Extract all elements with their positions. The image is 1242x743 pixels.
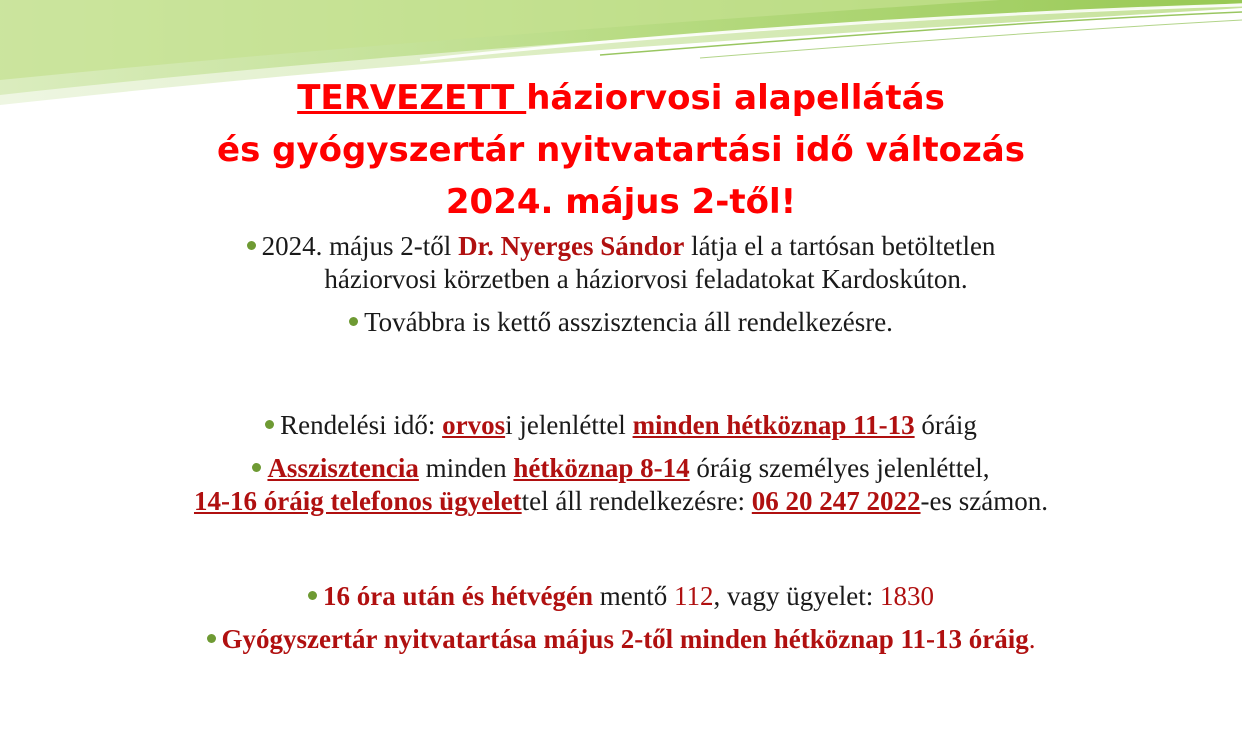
assistant-hours: hétköznap 8-14 [513,453,690,483]
paragraph-assistant-hours: Asszisztencia minden hétköznap 8-14 óráig személyes jelenléttel, 14-16 óráig telefonos ügyelettel áll rendelkezésre: 06 20 247 2022-es számon. [193,453,1049,516]
bullet-icon [247,241,256,250]
bullet-icon [252,463,261,472]
title-line-1: TERVEZETT háziorvosi alapellátás [297,78,945,118]
phone-number: 06 20 247 2022 [751,486,921,516]
doctor-name: Dr. Nyerges Sándor [458,231,685,261]
title-line-3: 2024. május 2-től! [445,182,797,222]
duty-number: 1830 [879,581,934,611]
doctor-hours: minden hétköznap 11-13 [632,410,915,440]
bullet-icon [308,591,317,600]
bullet-icon [207,634,216,643]
announcement-body [0,230,1242,656]
paragraph-doctor: 2024. május 2-től Dr. Nyerges Sándor látja el a tartósan betöltetlen háziorvosi körzetben a háziorvosi feladatokat Kardoskúton. [0,230,1242,296]
announcement-title [0,72,1242,228]
title-line-2: és gyógyszertár nyitvatartási idő változás [217,130,1025,170]
bullet-icon [349,317,358,326]
paragraph-assistance: Továbbra is kettő asszisztencia áll rendelkezésre. [0,306,1242,339]
title-planned-word: TERVEZETT [297,78,527,118]
paragraph-office-hours: Rendelési idő: orvosi jelenléttel minden hétköznap 11-13 óráig [0,409,1242,442]
ambulance-number: 112 [674,581,714,611]
paragraph-pharmacy: Gyógyszertár nyitvatartása május 2-től minden hétköznap 11-13 óráig. [0,623,1242,656]
paragraph-emergency: 16 óra után és hétvégén mentő 112, vagy ügyelet: 1830 [0,580,1242,613]
bullet-icon [265,420,274,429]
